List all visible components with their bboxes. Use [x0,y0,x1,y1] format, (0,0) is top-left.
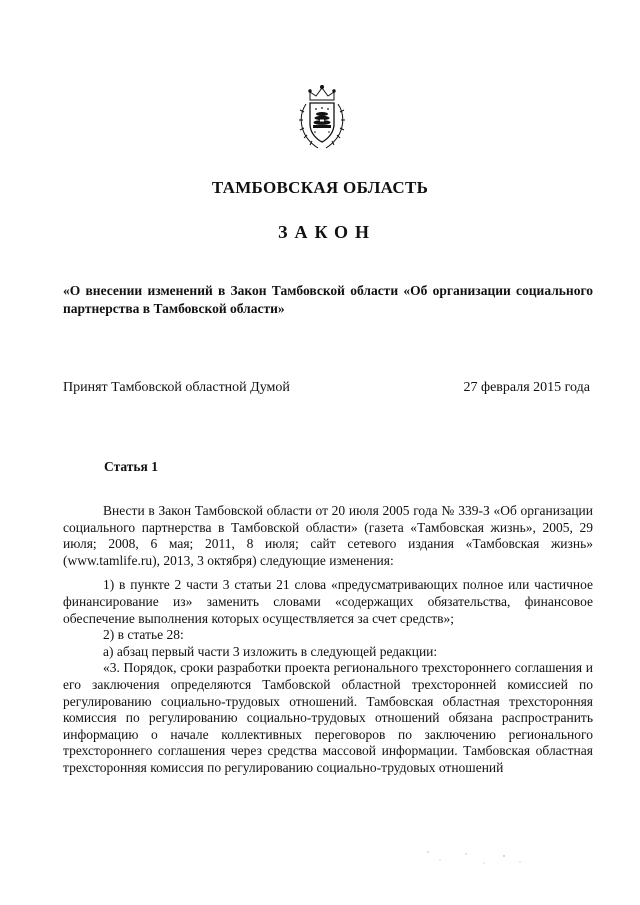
article-paragraph-intro: Внести в Закон Тамбовской области от 20 июля 2005 года № 339-З «Об организации социального партнерства в Тамбовской области» (газета «Тамбовская жизнь», 2005, 29 июля; 2008, 6 мая; 2011, 8 июля; сайт сетевого издания «Тамбовская жизнь» (www.tamlife.ru), 2013, 3 октября) следующие изменения: [63,503,593,568]
region-title: ТАМБОВСКАЯ ОБЛАСТЬ [211,178,429,197]
article-body [63,503,593,777]
article-paragraph-2: 2) в статье 28: [103,627,184,643]
adopted-by: Принят Тамбовской областной Думой [63,380,290,395]
document-type: ЗАКОН [277,222,377,242]
article-paragraph-quote: «3. Порядок, сроки разработки проекта регионального трехстороннего соглашения и его заключения определяются Тамбовской областной трехсторонней комиссией по регулированию социально-трудовых отношений. Тамбовская областная трехсторонняя комиссия по регулированию социально-трудовых отношений обязана распространить информацию о начале коллективных переговоров по заключению регионального трехстороннего соглашения через средства массовой информации. Тамбовская областная трехсторонняя комиссия по регулированию социально-трудовых отношений [63,660,593,775]
adoption-date: 27 февраля 2015 года [463,380,590,395]
article-paragraph-1: 1) в пункте 2 части 3 статьи 21 слова «предусматривающих полное или частичное финансирование из» заменить словами «содержащих обязательства, финансовое обеспечение выполнения которых осуществляется за счет средств»; [63,577,593,626]
law-title: «О внесении изменений в Закон Тамбовской области «Об организации социального партнерства в Тамбовской области» [63,283,593,316]
article-paragraph-2a: а) абзац первый части 3 изложить в следующей редакции: [103,643,438,659]
coat-of-arms-icon [296,84,348,152]
article-heading: Статья 1 [104,459,158,474]
scan-specks [420,848,530,868]
